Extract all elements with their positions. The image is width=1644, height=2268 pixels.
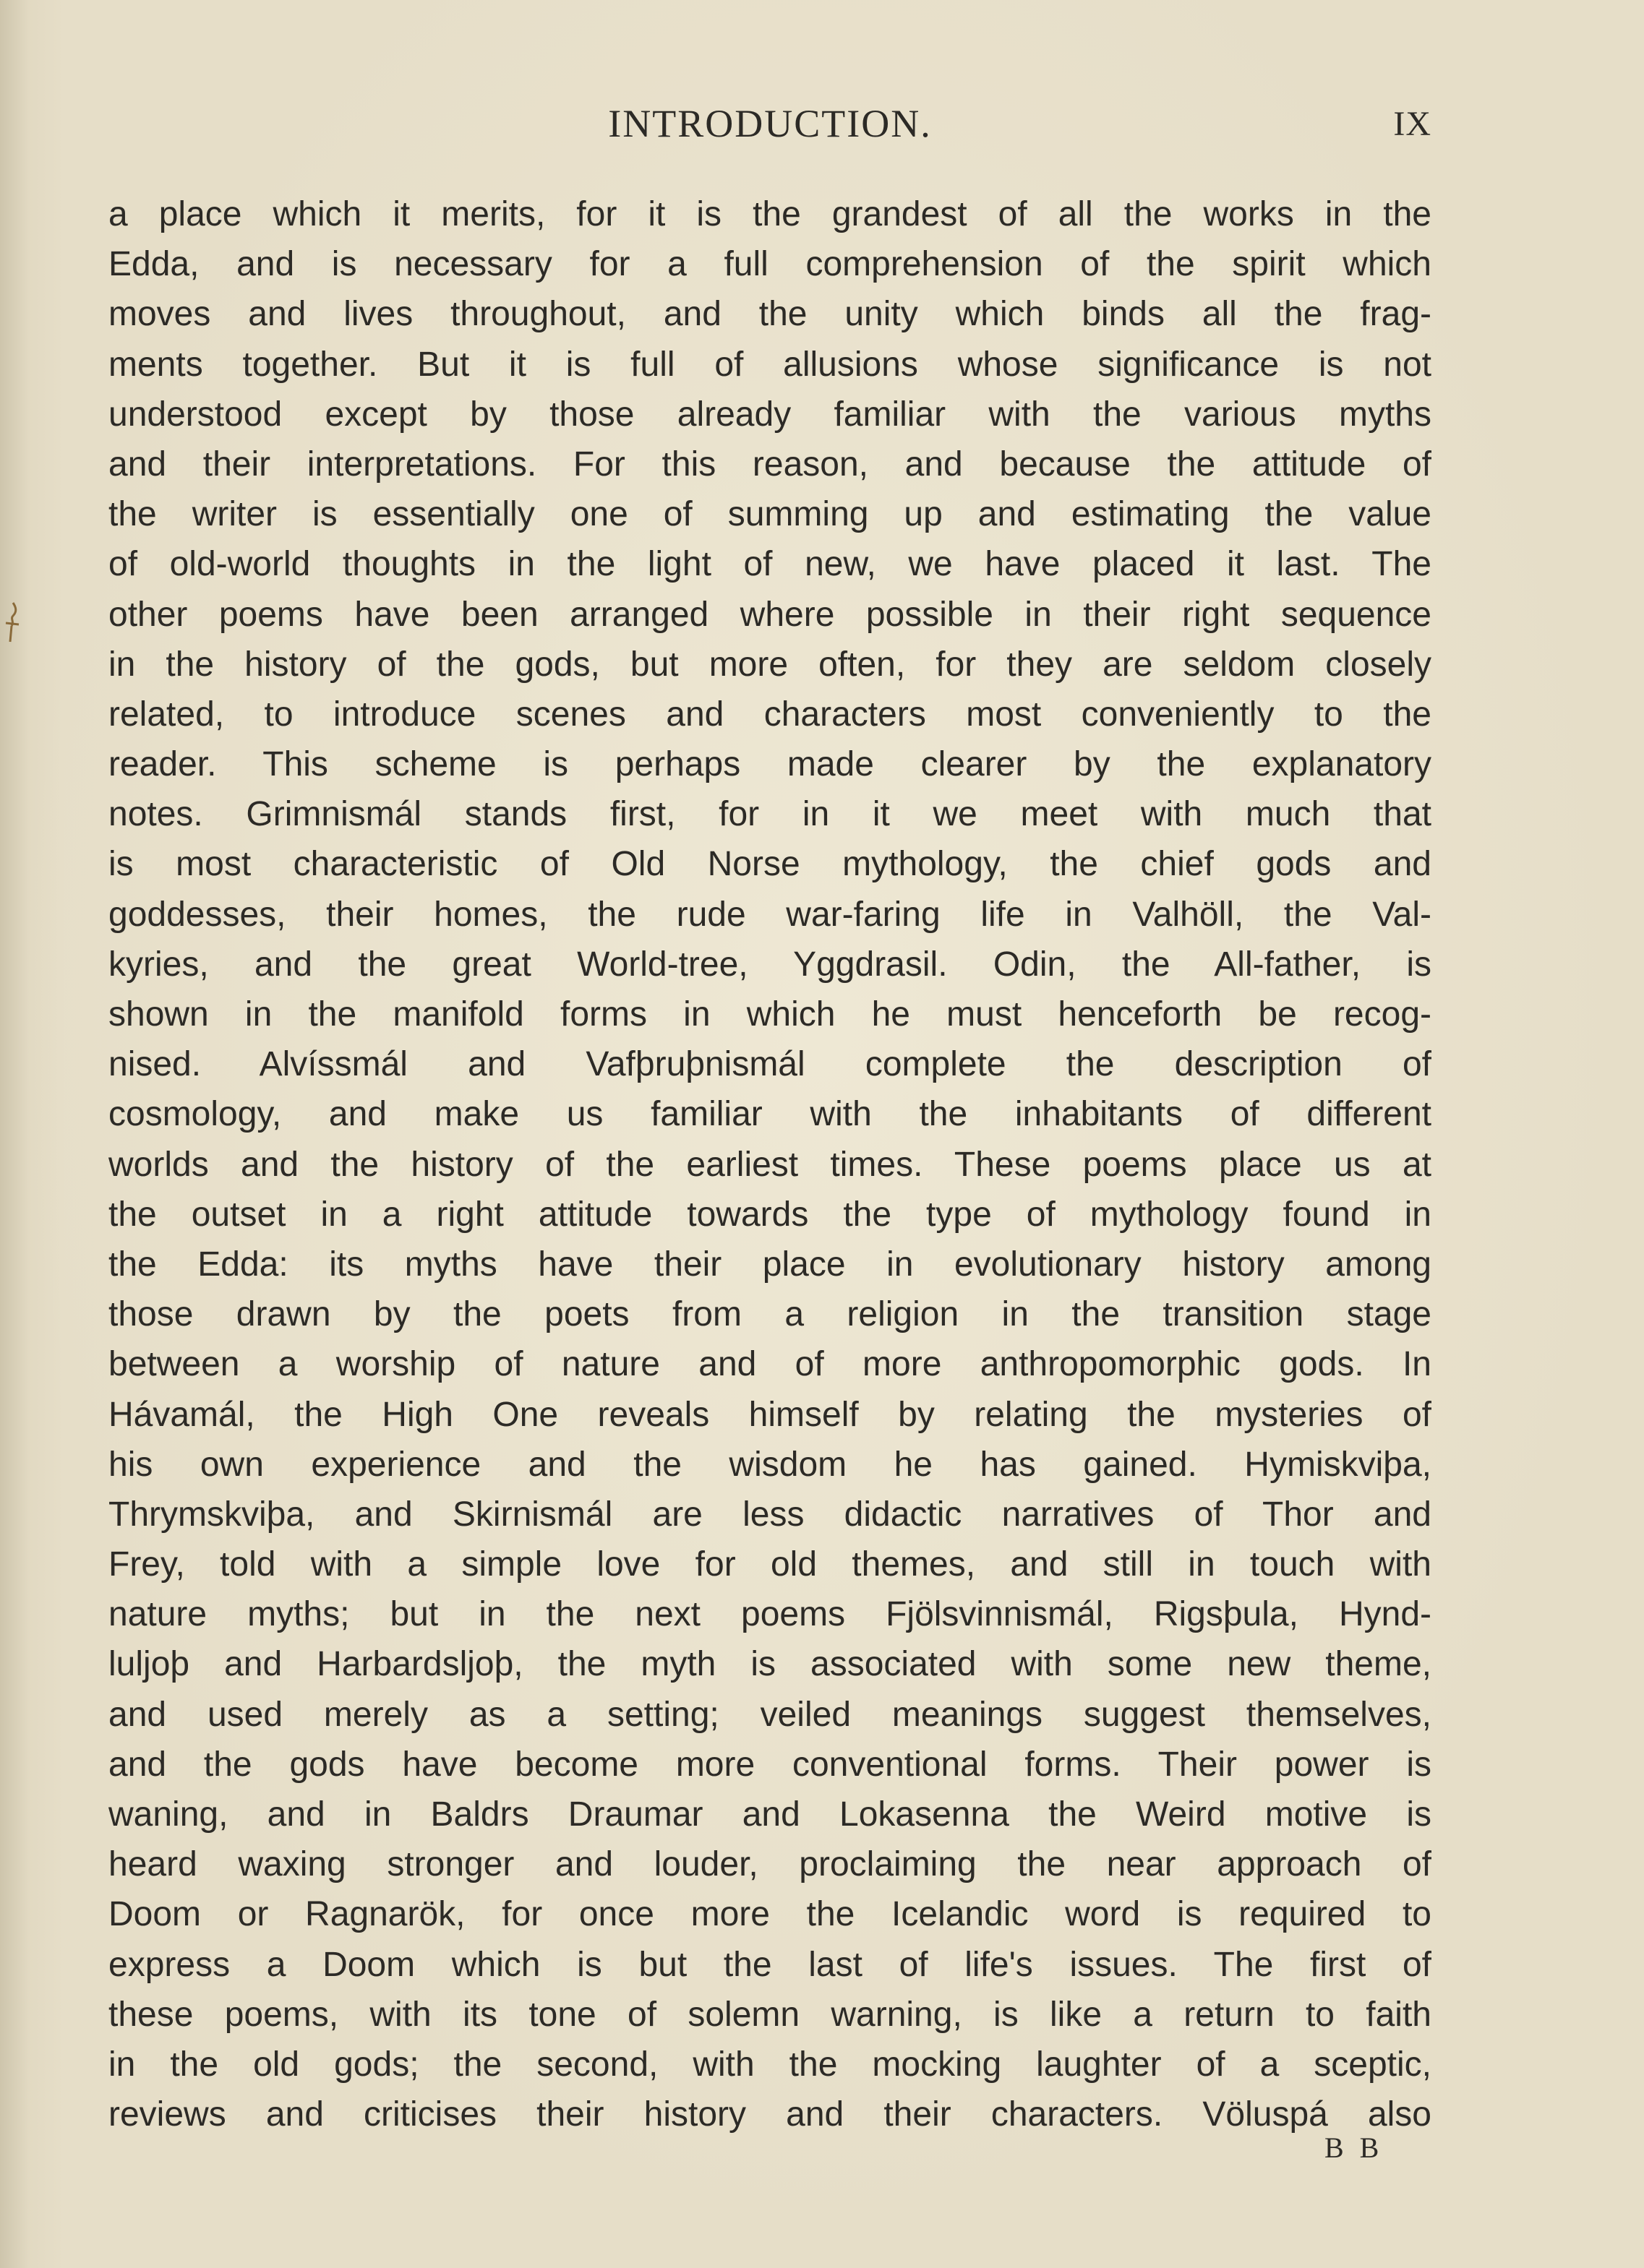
text-line: in the history of the gods, but more often, for they are seldom closely <box>108 645 1431 684</box>
text-line: the writer is essentially one of summing up and estimating the value <box>108 495 1431 534</box>
text-line: kyries, and the great World-tree, Yggdrasil. Odin, the All-father, is <box>108 945 1431 984</box>
text-line: moves and lives throughout, and the unity which binds all the frag- <box>108 295 1431 334</box>
text-line: his own experience and the wisdom he has gained. Hymiskviþa, <box>108 1445 1431 1484</box>
text-line: those drawn by the poets from a religion in the transition stage <box>108 1295 1431 1334</box>
text-line: nature myths; but in the next poems Fjölsvinnismál, Rigsþula, Hynd- <box>108 1595 1431 1634</box>
text-line: of old-world thoughts in the light of new, we have placed it last. The <box>108 545 1431 584</box>
text-line: and used merely as a setting; veiled meanings suggest themselves, <box>108 1695 1431 1734</box>
text-line: express a Doom which is but the last of life's issues. The first of <box>108 1945 1431 1984</box>
text-line: heard waxing stronger and louder, proclaiming the near approach of <box>108 1845 1431 1884</box>
text-line: Doom or Ragnarök, for once more the Icelandic word is required to <box>108 1895 1431 1934</box>
text-line: a place which it merits, for it is the grandest of all the works in the <box>108 195 1431 233</box>
text-line: Edda, and is necessary for a full comprehension of the spirit which <box>108 245 1431 284</box>
text-line: worlds and the history of the earliest times. These poems place us at <box>108 1145 1431 1184</box>
text-line: luljoþ and Harbardsljoþ, the myth is associated with some new theme, <box>108 1645 1431 1684</box>
text-line: and the gods have become more conventional forms. Their power is <box>108 1745 1431 1784</box>
text-line: goddesses, their homes, the rude war-faring life in Valhöll, the Val- <box>108 895 1431 934</box>
text-line: notes. Grimnismál stands first, for in it we meet with much that <box>108 795 1431 834</box>
page-number: IX <box>1393 105 1431 143</box>
running-head <box>108 101 1431 159</box>
body-text <box>108 189 1431 2139</box>
signature-mark: B B <box>1324 2131 1384 2164</box>
text-line: reader. This scheme is perhaps made clearer by the explanatory <box>108 745 1431 784</box>
text-line: in the old gods; the second, with the mocking laughter of a sceptic, <box>108 2045 1431 2084</box>
text-line: between a worship of nature and of more anthropomorphic gods. In <box>108 1345 1431 1384</box>
text-line: these poems, with its tone of solemn warning, is like a return to faith <box>108 1995 1431 2034</box>
text-line: other poems have been arranged where possible in their right sequence <box>108 595 1431 634</box>
text-line: Frey, told with a simple love for old themes, and still in touch with <box>108 1545 1431 1584</box>
text-line: nised. Alvíssmál and Vafþruþnismál complete the description of <box>108 1045 1431 1084</box>
text-line: the outset in a right attitude towards the type of mythology found in <box>108 1195 1431 1234</box>
text-line: and their interpretations. For this reason, and because the attitude of <box>108 444 1431 484</box>
text-line: reviews and criticises their history and their characters. Völuspá also <box>108 2095 1431 2134</box>
text-line: Hávamál, the High One reveals himself by relating the mysteries of <box>108 1395 1431 1434</box>
running-title: INTRODUCTION. <box>608 102 932 145</box>
text-line: ments together. But it is full of allusions whose significance is not <box>108 345 1431 384</box>
text-line: related, to introduce scenes and characters most conveniently to the <box>108 695 1431 734</box>
text-line: Thrymskviþa, and Skirnismál are less didactic narratives of Thor and <box>108 1495 1431 1534</box>
text-line: the Edda: its myths have their place in evolutionary history among <box>108 1245 1431 1284</box>
text-line: shown in the manifold forms in which he must henceforth be recog- <box>108 995 1431 1034</box>
text-line: waning, and in Baldrs Draumar and Lokasenna the Weird motive is <box>108 1795 1431 1834</box>
margin-pencil-mark-icon <box>3 601 22 645</box>
text-line: cosmology, and make us familiar with the inhabitants of different <box>108 1095 1431 1134</box>
text-line: understood except by those already familiar with the various myths <box>108 395 1431 434</box>
text-line: is most characteristic of Old Norse mythology, the chief gods and <box>108 845 1431 884</box>
